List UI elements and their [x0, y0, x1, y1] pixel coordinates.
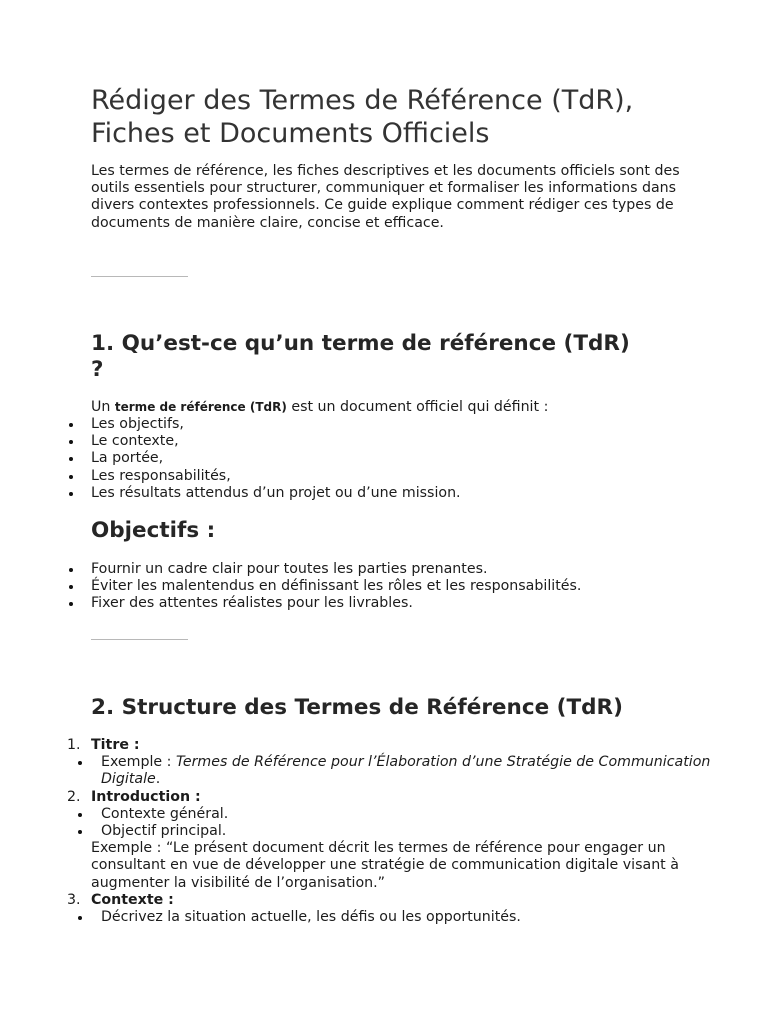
example-label: Exemple :: [101, 754, 176, 771]
list-item: Le contexte,: [91, 433, 461, 450]
tdr-definition-prefix: Un: [91, 399, 115, 415]
item-heading: Titre :: [91, 737, 140, 753]
document-title-line-1: Rédiger des Termes de Référence (TdR),: [91, 85, 634, 116]
section-divider: [91, 639, 188, 640]
example-title: Termes de Référence pour l’Élaboration d’une Stratégie de Communication Digitale: [101, 754, 711, 788]
sub-bullet: Objectif principal.: [91, 823, 711, 840]
list-item: Fournir un cadre clair pour toutes les parties prenantes.: [91, 561, 581, 578]
example-end: .: [155, 771, 161, 788]
section-1-heading-line-2: ?: [91, 357, 104, 382]
objectifs-heading: Objectifs :: [91, 518, 216, 543]
section-2-heading: 2. Structure des Termes de Référence (TdR): [91, 695, 623, 720]
section-1-heading-line-1: 1. Qu’est-ce qu’un terme de référence (TdR): [91, 331, 630, 356]
section-1-heading: [91, 331, 691, 383]
list-item: La portée,: [91, 450, 461, 467]
intro-paragraph: Les termes de référence, les fiches descriptives et les documents officiels sont des outils essentiels pour structurer, communiquer et formaliser les informations dans divers contextes professionnels. Ce guide explique comment rédiger ces types de documents de manière claire, concise et efficace.: [91, 163, 680, 231]
tdr-definition: [91, 399, 548, 416]
list-item: Les résultats attendus d’un projet ou d’une mission.: [91, 484, 461, 501]
tdr-term: terme de référence (TdR): [114, 400, 287, 414]
example-bullet: [91, 754, 711, 788]
sub-bullet: Décrivez la situation actuelle, les défis ou les opportunités.: [91, 909, 711, 926]
document-title-line-2: Fiches et Documents Officiels: [91, 118, 490, 149]
structure-item-titre: [67, 737, 711, 789]
tdr-definition-suffix: est un document officiel qui définit :: [286, 399, 549, 415]
list-item: Fixer des attentes réalistes pour les livrables.: [91, 595, 581, 612]
structure-list: [67, 737, 711, 926]
item-heading: Contexte :: [91, 891, 174, 908]
item-number: 2.: [67, 788, 81, 805]
tdr-elements-list: [91, 416, 461, 502]
document-title: [91, 84, 731, 150]
example-note: Exemple : “Le présent document décrit les termes de référence pour engager un consultant en vue de développer une stratégie de communication digitale visant à augmenter la visibilité de l’organisation.”: [91, 840, 679, 891]
list-item: Les responsabilités,: [91, 468, 461, 485]
item-number: 3.: [67, 891, 81, 908]
list-item: Éviter les malentendus en définissant les rôles et les responsabilités.: [91, 578, 582, 595]
objectifs-list: [91, 561, 581, 613]
item-number: 1.: [67, 737, 81, 753]
structure-item-introduction: [67, 788, 711, 892]
structure-item-contexte: [67, 891, 711, 926]
item-heading: Introduction :: [91, 788, 201, 805]
section-divider: [91, 276, 188, 277]
list-item: Les objectifs,: [91, 416, 461, 433]
sub-bullet: Contexte général.: [91, 806, 711, 823]
